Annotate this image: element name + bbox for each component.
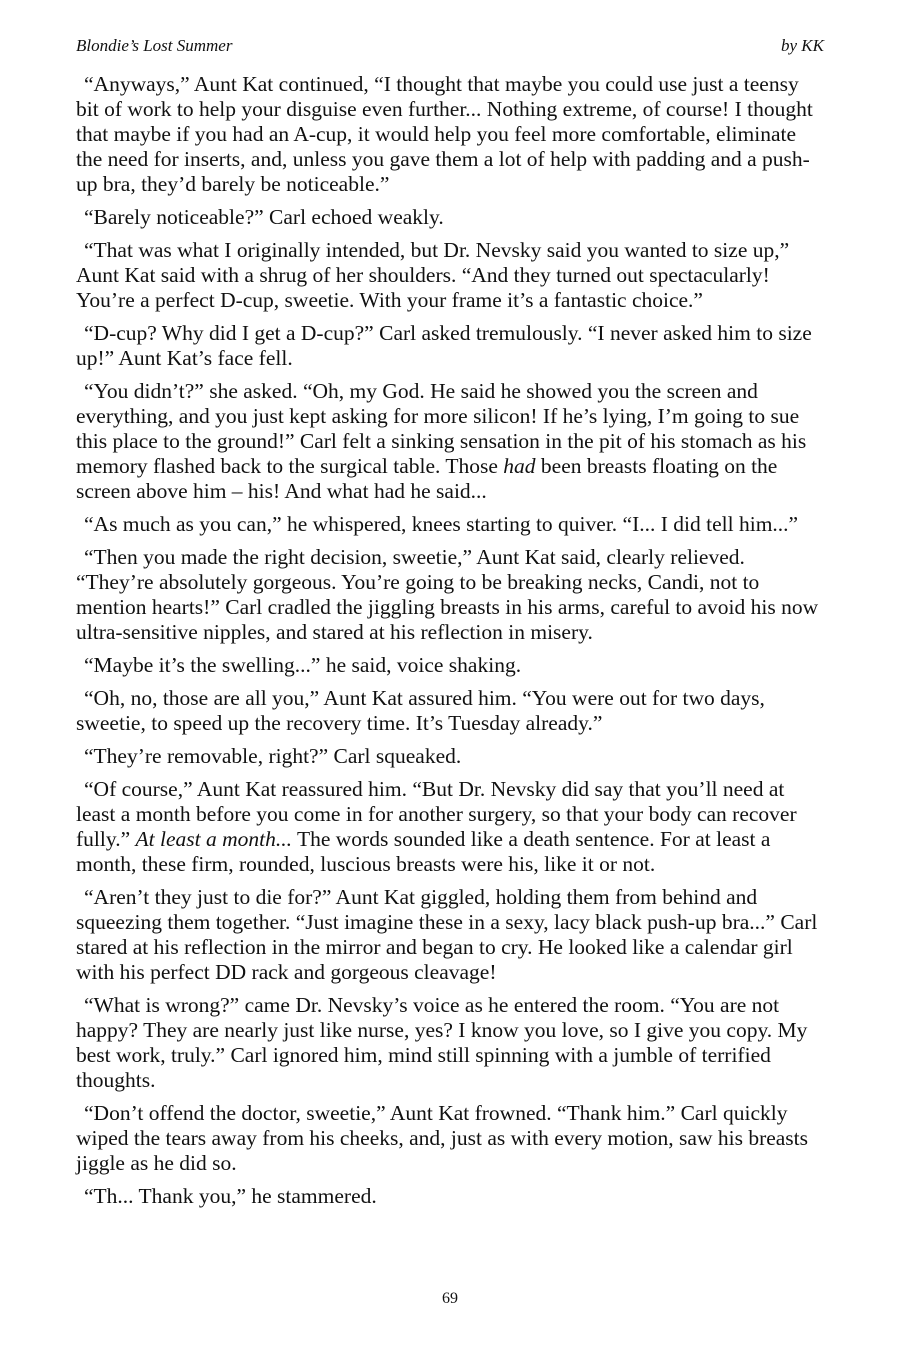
paragraph	[76, 205, 826, 230]
paragraph	[76, 72, 826, 197]
book-title: Blondie’s Lost Summer	[76, 36, 233, 55]
paragraph	[76, 885, 826, 985]
body-text	[76, 72, 826, 1217]
text-run: “That was what I originally intended, but Dr. Nevsky said you wanted to size up,” Aunt Kat said with a shrug of her shoulders. “And they turned out spectacularly! You’re a perfect D-cup, sweetie. With your frame it’s a fantastic choice.”	[76, 238, 790, 312]
text-run: been breasts floating on the screen above him – his! And what had he said...	[76, 454, 778, 503]
paragraph	[76, 1101, 826, 1176]
paragraph	[76, 686, 826, 736]
page-number: 69	[442, 1290, 458, 1307]
paragraph	[76, 1184, 826, 1209]
paragraph	[76, 777, 826, 877]
text-run: “Barely noticeable?” Carl echoed weakly.	[84, 205, 444, 229]
paragraph	[76, 512, 826, 537]
paragraph	[76, 545, 826, 645]
paragraph	[76, 238, 826, 313]
italic-text: At least a month...	[135, 827, 292, 851]
text-run: “They’re removable, right?” Carl squeaked.	[84, 744, 462, 768]
text-run: “D-cup? Why did I get a D-cup?” Carl asked tremulously. “I never asked him to size up!” Aunt Kat’s face fell.	[76, 321, 812, 370]
paragraph	[76, 993, 826, 1093]
italic-text: had	[503, 454, 536, 478]
author-name: by KK	[781, 36, 824, 55]
text-run: “What is wrong?” came Dr. Nevsky’s voice as he entered the room. “You are not happy? They are nearly just like nurse, yes? I know you love, so I give you copy. My best work, truly.” Carl ignored him, mind still spinning with a jumble of terrified thoughts.	[76, 993, 808, 1092]
text-run: “You didn’t?” she asked. “Oh, my God. He said he showed you the screen and everything, and you just kept asking for more silicon! If he’s lying, I’m going to sue this place to the ground!” Carl felt a sinking sensation in the pit of his stomach as his memory flashed back to the surgical table. Those	[76, 379, 807, 478]
text-run: “As much as you can,” he whispered, knees starting to quiver. “I... I did tell him...”	[84, 512, 799, 536]
paragraph	[76, 653, 826, 678]
text-run: “Of course,” Aunt Kat reassured him. “But Dr. Nevsky did say that you’ll need at least a month before you come in for another surgery, so that your body can recover fully.”	[76, 777, 797, 851]
text-run: “Th... Thank you,” he stammered.	[84, 1184, 377, 1208]
text-run: “Anyways,” Aunt Kat continued, “I thought that maybe you could use just a teensy bit of work to help your disguise even further... Nothing extreme, of course! I thought that maybe if you had an A-cup, it would help you feel more comfortable, eliminate the need for inserts, and, unless you gave them a lot of help with padding and a push-up bra, they’d barely be noticeable.”	[76, 72, 813, 196]
text-run: “Then you made the right decision, sweetie,” Aunt Kat said, clearly relieved. “They’re absolutely gorgeous. You’re going to be breaking necks, Candi, not to mention hearts!” Carl cradled the jiggling breasts in his arms, careful to avoid his now ultra-sensitive nipples, and stared at his reflection in misery.	[76, 545, 819, 644]
text-run: “Oh, no, those are all you,” Aunt Kat assured him. “You were out for two days, sweetie, to speed up the recovery time. It’s Tuesday already.”	[76, 686, 765, 735]
text-run: “Maybe it’s the swelling...” he said, voice shaking.	[84, 653, 522, 677]
text-run: “Aren’t they just to die for?” Aunt Kat giggled, holding them from behind and squeezing them together. “Just imagine these in a sexy, lacy black push-up bra...” Carl stared at his reflection in the mirror and began to cry. He looked like a calendar girl with his perfect DD rack and gorgeous cleavage!	[76, 885, 818, 984]
running-header	[76, 36, 824, 56]
paragraph	[76, 321, 826, 371]
paragraph	[76, 744, 826, 769]
paragraph	[76, 379, 826, 504]
text-run: The words sounded like a death sentence. For at least a month, these firm, rounded, luscious breasts were his, like it or not.	[76, 827, 771, 876]
text-run: “Don’t offend the doctor, sweetie,” Aunt Kat frowned. “Thank him.” Carl quickly wiped the tears away from his cheeks, and, just as with every motion, saw his breasts jiggle as he did so.	[76, 1101, 809, 1175]
